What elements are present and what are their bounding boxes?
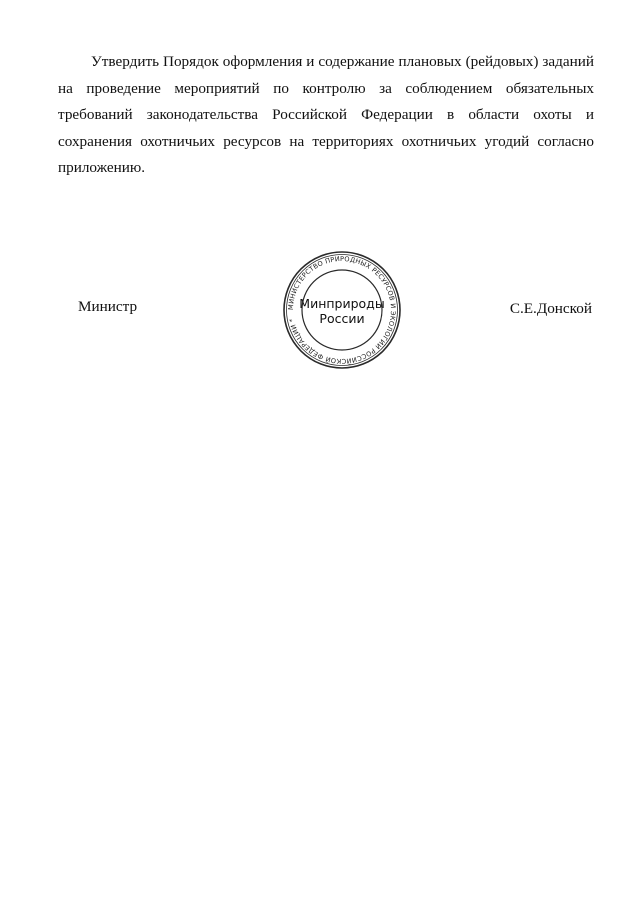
official-seal-stamp	[280, 248, 404, 372]
order-paragraph: Утвердить Порядок оформления и содержание плановых (рейдовых) заданий на проведение мероприятий по контролю за соблюдением обязательных требований законодательства Российской Федерации в области охоты и сохранения охотничьих ресурсов на территориях охотничьих угодий согласно приложению.	[58, 53, 594, 176]
signer-title: Министр	[78, 298, 138, 315]
signer-name: С.Е.Донской	[509, 300, 592, 317]
seal-center-line1: Минприроды	[299, 296, 385, 311]
seal-center-line2: России	[319, 311, 365, 326]
seal-ring-text: МИНИСТЕРСТВО ПРИРОДНЫХ РЕСУРСОВ И ЭКОЛОГИИ РОССИЙСКОЙ ФЕДЕРАЦИИ *	[286, 254, 398, 366]
